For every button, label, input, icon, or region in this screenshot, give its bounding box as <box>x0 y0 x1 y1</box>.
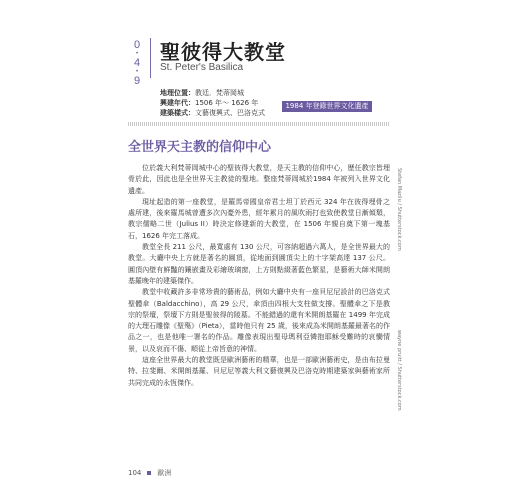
page-subtitle: St. Peter's Basilica <box>160 62 244 73</box>
entry-number: 0 • 4 • 9 <box>130 40 144 87</box>
footer-bullet-icon <box>147 471 151 475</box>
heritage-badge: 1984 年登錄世界文化遺產 <box>282 101 372 112</box>
entry-number-digit: 4 <box>133 57 141 69</box>
section-heading: 全世界天主教的信仰中心 <box>128 140 272 155</box>
photo-credit: Stefan Mazilu / Shutterstock.com <box>396 168 402 251</box>
paragraph: 現址起造的第一座教堂，是羅馬帝國皇帝君士坦丁於西元 324 年在彼得埋骨之處所建，後來羅馬城曾遭多次內憂外患，經年累月的風吹雨打也致使教堂日漸傾頹，教宗儒略二世（Julius II）時決定修建新的大教堂，在 1506 年親自奠下第一塊基石，1626 年完工落成。 <box>128 197 390 240</box>
entry-number-digit: 9 <box>133 75 141 87</box>
dotted-divider <box>128 122 390 126</box>
page-footer <box>128 468 171 478</box>
article-body <box>128 163 390 389</box>
region-label: 歐洲 <box>157 469 172 477</box>
entry-number-digit: 0 <box>133 39 141 51</box>
year-row: 興建年代：1506 年～ 1626 年 <box>160 99 259 107</box>
photo-credit: wayne pruitt / Shutterstock.com <box>396 330 402 411</box>
style-row: 建築樣式：文藝復興式、巴洛克式 <box>160 109 265 117</box>
location-row: 地理位置：教廷．梵蒂岡城 <box>160 89 244 97</box>
paragraph: 教堂全長 211 公尺，最寬處有 130 公尺，可容納超過六萬人，是全世界最大的教堂。大廳中央上方就是著名的圓頂，從地面到圓頂尖上的十字架高達 137 公尺。圓頂內壁有鮮豔的鑲嵌畫及彩繪玻璃窗，上方則點綴著藍色繁星，是藝術大師米開朗基羅晚年的建築傑作。 <box>128 243 390 285</box>
page-title: 聖彼得大教堂 <box>160 40 286 64</box>
site-info <box>160 88 265 118</box>
paragraph: 位於義大利梵蒂岡城中心的聖彼得大教堂，是天主教的信仰中心，歷任教宗皆埋骨於此，因此也是全世界天主教徒的聖地。整座梵蒂岡城於1984 年被列入世界文化遺產。 <box>128 164 390 195</box>
paragraph: 教堂中收藏許多非常珍貴的藝術品，例如大廳中央有一座貝尼尼設計的巴洛克式聖體傘（Baldacchino），高 29 公尺，傘頂由四根大支柱做支撐。聖體傘之下是教宗的祭壇，祭壇下方則是聖彼得的陵墓。不能錯過的還有米開朗基羅在 1499 年完成的大理石雕像《聖殤》（Pieta），當時他只有 25 歲，後來成為米開朗基羅最著名的作品之一，也是他唯一署名的作品。雕像表現出聖母瑪利亞憐抱耶穌受難時的哀慟情景，以及哀而不傷、順從上帝旨意的神情。 <box>128 288 390 353</box>
page-number: 104 <box>128 469 142 477</box>
title-divider <box>150 38 151 78</box>
paragraph: 這座全世界最大的教堂既是歐洲藝術的精華，也是一部歐洲藝術史，是由布拉曼特、拉斐爾、米開朗基羅、貝尼尼等義大利文藝復興及巴洛克時期建築家與藝術家所共同完成的永恆傑作。 <box>128 356 390 387</box>
